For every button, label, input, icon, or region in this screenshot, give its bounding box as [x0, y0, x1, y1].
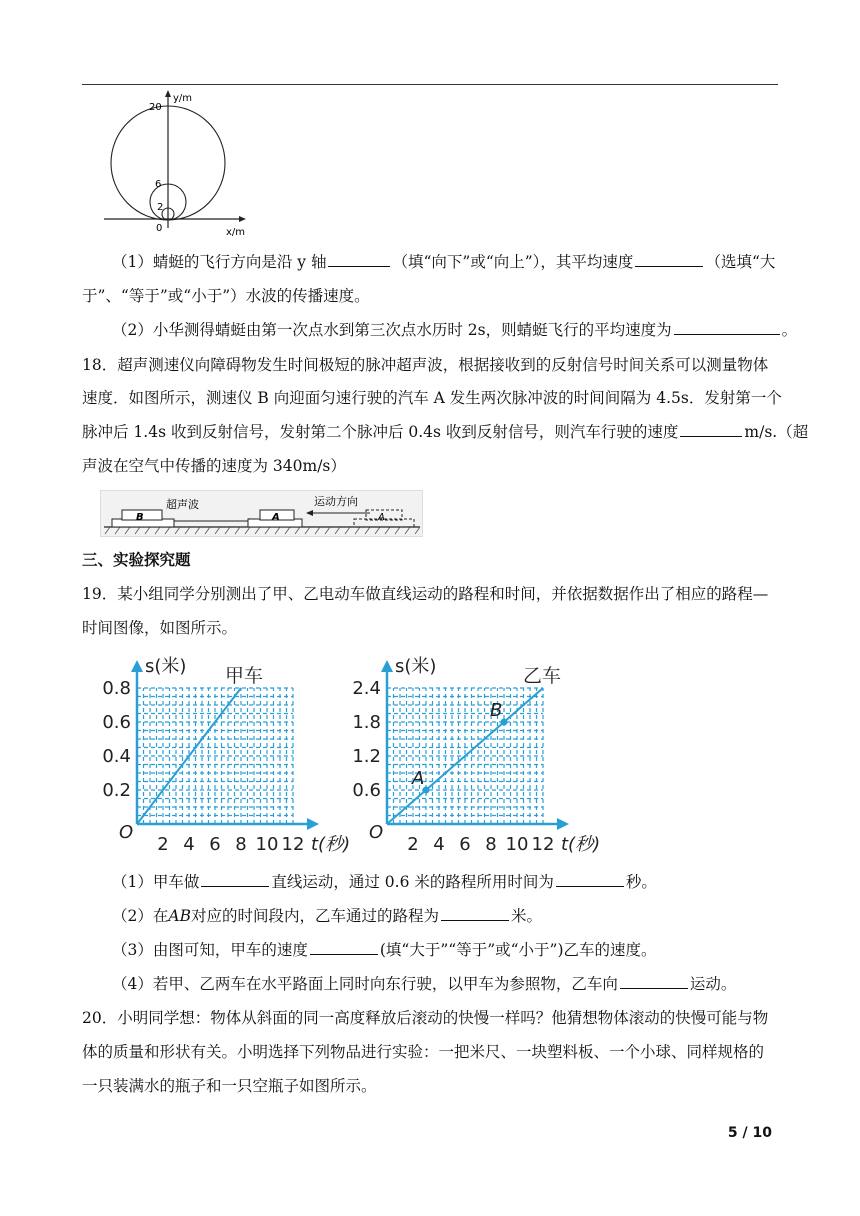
jia-x-tick-label: 12: [281, 834, 305, 855]
ripple-figure: [100, 88, 250, 238]
jia-x-label: t(秒): [311, 834, 351, 855]
q18-line1: [82, 355, 782, 375]
q17-blank-direction: [328, 252, 390, 267]
section3-title: 三、实验探究题: [82, 551, 191, 569]
yi-y-arrow: [381, 660, 393, 672]
q17-part1-text-c: （选填“大: [705, 253, 776, 271]
q19-part3: [112, 940, 812, 960]
yi-x-tick-label: 6: [459, 834, 471, 855]
q18-line4: [82, 456, 782, 476]
q18-text-1: 18．超声测速仪向障碍物发生时间极短的脉冲超声波，根据接收到的反射信号时间关系可以测量物体: [82, 356, 769, 374]
q19-part2-ab: AB: [168, 907, 191, 925]
q19-text-2: 时间图像，如图所示。: [82, 619, 238, 637]
ultrasonic-wave-label: 超声波: [166, 498, 199, 511]
q17-part2-text-a: （2）小华测得蜻蜓由第一次点水到第三次点水历时 2s，则蜻蜓飞行的平均速度为: [112, 321, 672, 339]
q17-part2-text-b: 。: [781, 321, 798, 339]
q19-line2: [82, 618, 782, 638]
jia-title: 甲车: [225, 665, 264, 687]
yi-x-arrow: [557, 818, 569, 830]
q17-part1-line1: [112, 252, 812, 272]
ripple-tick-6: 6: [155, 179, 162, 190]
q20-line3: [82, 1076, 782, 1096]
q17-part1-text-a: （1）蜻蜓的飞行方向是沿 y 轴: [112, 253, 327, 271]
q19-part4: [112, 974, 812, 994]
q19-blank-relative-direction: [620, 974, 688, 989]
yi-title: 乙车: [523, 665, 562, 687]
jia-x-tick-label: 4: [183, 834, 195, 855]
q19-part1-text-c: 秒。: [625, 873, 657, 891]
q19-blank-motion-type: [201, 872, 269, 887]
q19-part1-text-a: （1）甲车做: [112, 873, 200, 891]
jia-y-arrow: [131, 660, 143, 672]
ripple-x-arrow: [239, 216, 246, 222]
q19-part4-text-b: 运动。: [689, 975, 737, 993]
q18-blank-car-speed: [680, 422, 742, 437]
q17-blank-speed-compare: [635, 252, 703, 267]
q19-part4-text-a: （4）若甲、乙两车在水平路面上同时向东行驶，以甲车为参照物，乙车向: [112, 975, 618, 993]
yi-y-tick-label: 1.2: [352, 746, 381, 767]
yi-x-label: t(秒): [561, 834, 601, 855]
chart-jia: [95, 646, 351, 858]
q18-text-3b: m/s.（超: [744, 423, 809, 441]
q17-part2-line: [112, 320, 812, 340]
chart-yi: [345, 646, 620, 858]
q19-part1: [112, 872, 812, 892]
yi-x-tick-label: 10: [505, 834, 529, 855]
jia-y-tick-label: 0.8: [102, 678, 131, 699]
page-number: 5 / 10: [727, 1125, 772, 1141]
q18-line3: [82, 422, 809, 442]
q17-part1-text-b: （填“向下”或“向上”），其平均速度: [392, 253, 634, 271]
q19-text-1: 19．某小组同学分别测出了甲、乙电动车做直线运动的路程和时间，并依据数据作出了相应的路程—: [82, 585, 769, 603]
q20-line2: [82, 1042, 782, 1062]
jia-x-tick-label: 2: [157, 834, 169, 855]
jia-y-tick-label: 0.2: [102, 780, 131, 801]
yi-y-tick-label: 1.8: [352, 712, 381, 733]
ripple-tick-0: 0: [156, 223, 163, 234]
q19-part2-text-c: 米。: [510, 907, 542, 925]
ripple-tick-20: 20: [149, 102, 162, 113]
yi-y-tick-label: 0.6: [352, 780, 381, 801]
yi-point-label-a: A: [412, 768, 425, 789]
q18-text-3a: 脉冲后 1.4s 收到反射信号，发射第二个脉冲后 0.4s 收到反射信号，则汽车行驶的速度: [82, 423, 679, 441]
q19-part3-text-b: (填“大于”“等于”或“小于”)乙车的速度。: [379, 941, 657, 959]
jia-x-arrow: [307, 818, 319, 830]
q20-line1: [82, 1008, 782, 1028]
jia-y-label: s(米): [145, 656, 187, 677]
jia-x-tick-label: 8: [235, 834, 247, 855]
jia-origin-label: O: [119, 822, 134, 843]
q19-blank-distance: [441, 906, 509, 921]
q18-line2: [82, 388, 782, 408]
yi-x-tick-label: 2: [407, 834, 419, 855]
yi-origin-label: O: [369, 822, 384, 843]
yi-point-label-b: B: [490, 700, 503, 721]
ripple-x-label: x/m: [226, 227, 246, 238]
q19-blank-time: [556, 872, 624, 887]
q19-blank-compare: [310, 940, 378, 955]
header-rule: [82, 84, 778, 85]
car-a-dashed-label: A: [378, 512, 385, 523]
car-a-label: A: [272, 512, 280, 523]
q19-part3-text-a: （3）由图可知，甲车的速度: [112, 941, 308, 959]
q19-part1-text-b: 直线运动，通过 0.6 米的路程所用时间为: [271, 873, 554, 891]
ultrasonic-figure: [100, 490, 425, 540]
q20-text-3: 一只装满水的瓶子和一只空瓶子如图所示。: [82, 1077, 377, 1095]
q19-part2-text-a: （2）在: [112, 907, 169, 925]
yi-x-tick-label: 8: [485, 834, 497, 855]
q19-part2-text-b: 对应的时间段内，乙车通过的路程为: [190, 907, 439, 925]
ripple-y-arrow: [165, 90, 171, 97]
q17-blank-avg-speed: [674, 320, 780, 335]
jia-y-tick-label: 0.4: [102, 746, 131, 767]
direction-label: 运动方向: [314, 495, 358, 508]
jia-y-tick-label: 0.6: [102, 712, 131, 733]
q20-text-2: 体的质量和形状有关。小明选择下列物品进行实验：一把米尺、一块塑料板、一个小球、同样规格的: [82, 1043, 765, 1061]
yi-x-tick-label: 12: [531, 834, 555, 855]
yi-y-tick-label: 2.4: [352, 678, 381, 699]
detector-b-label: B: [136, 512, 144, 523]
q17-part1-text-d: 于”、“等于”或“小于”）水波的传播速度。: [82, 287, 370, 305]
q19-part2: [112, 906, 812, 926]
q20-text-1: 20．小明同学想：物体从斜面的同一高度释放后滚动的快慢一样吗？他猜想物体滚动的快慢可能与物: [82, 1009, 769, 1027]
q18-text-2: 速度．如图所示，测速仪 B 向迎面匀速行驶的汽车 A 发生两次脉冲波的时间间隔为 4.5s．发射第一个: [82, 389, 782, 407]
ripple-tick-2: 2: [157, 202, 164, 213]
ripple-y-label: y/m: [173, 93, 193, 104]
q17-part1-line2: [82, 286, 782, 306]
jia-x-tick-label: 10: [255, 834, 279, 855]
yi-y-label: s(米): [395, 656, 437, 677]
q19-line1: [82, 584, 782, 604]
q18-text-4: 声波在空气中传播的速度为 340m/s）: [82, 457, 346, 475]
yi-x-tick-label: 4: [433, 834, 445, 855]
jia-x-tick-label: 6: [209, 834, 221, 855]
